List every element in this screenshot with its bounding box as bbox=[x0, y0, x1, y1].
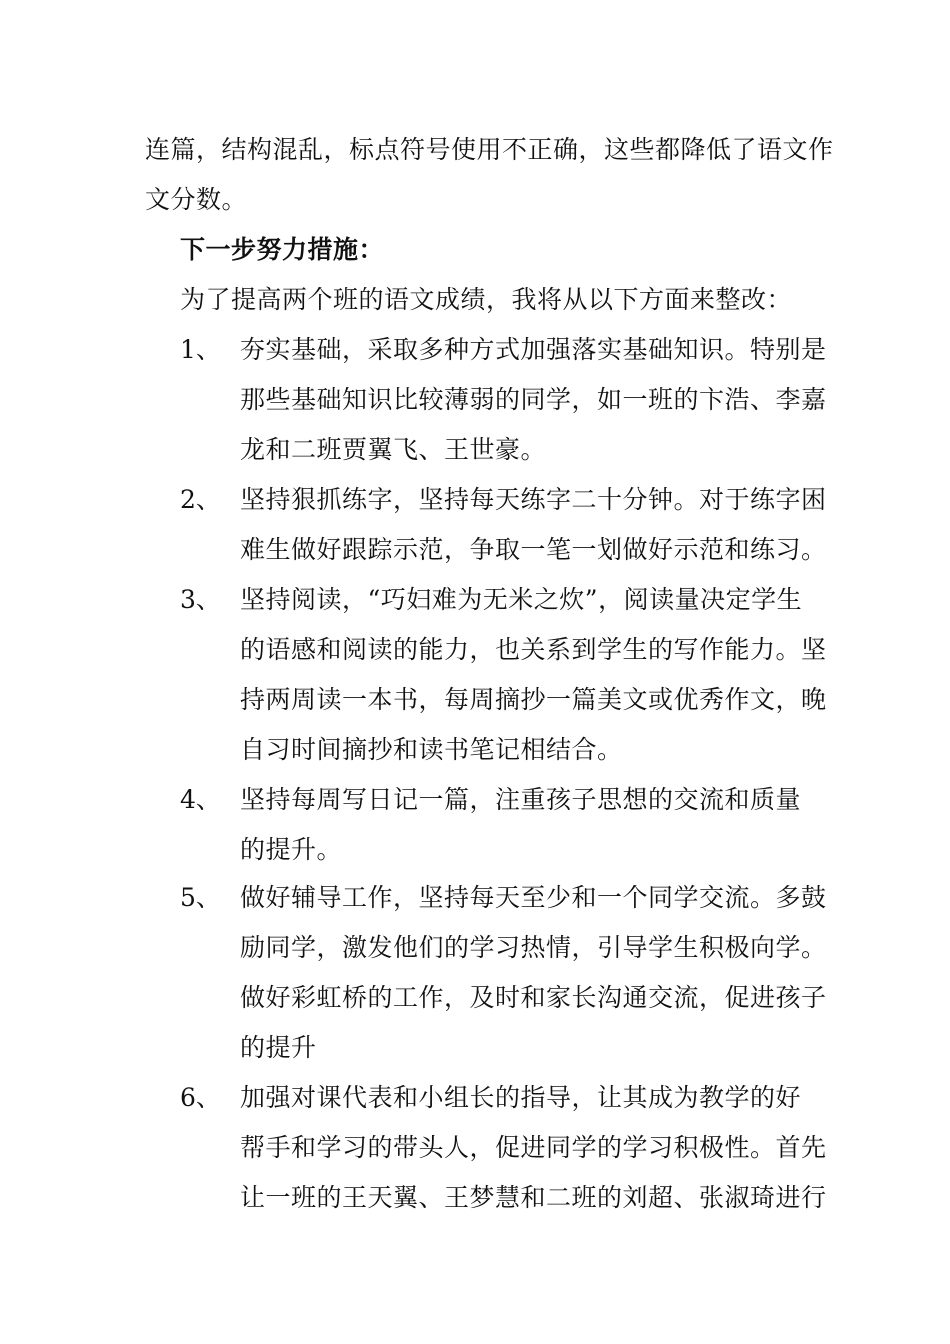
list-item-line: 坚持每周写日记一篇，注重孩子思想的交流和质量 bbox=[240, 785, 802, 814]
list-item-line: 加强对课代表和小组长的指导，让其成为教学的好 bbox=[240, 1083, 802, 1112]
paragraph-line: 文分数。 bbox=[145, 185, 248, 214]
list-item-line: 龙和二班贾翼飞、王世豪。 bbox=[240, 435, 547, 464]
list-item-line: 励同学，激发他们的学习热情，引导学生积极向学。 bbox=[240, 933, 827, 962]
list-item-line: 坚持狠抓练字，坚持每天练字二十分钟。对于练字困 bbox=[240, 485, 827, 514]
list-item-line: 帮手和学习的带头人，促进同学的学习积极性。首先 bbox=[240, 1133, 827, 1162]
list-item-line: 的语感和阅读的能力，也关系到学生的写作能力。坚 bbox=[240, 635, 827, 664]
list-item-line: 做好辅导工作，坚持每天至少和一个同学交流。多鼓 bbox=[240, 883, 827, 912]
list-item-line: 难生做好跟踪示范，争取一笔一划做好示范和练习。 bbox=[240, 535, 827, 564]
list-item-line: 那些基础知识比较薄弱的同学，如一班的卞浩、李嘉 bbox=[240, 385, 827, 414]
list-item-line: 的提升。 bbox=[240, 835, 343, 864]
list-item-line: 的提升 bbox=[240, 1033, 317, 1062]
list-item-line: 持两周读一本书，每周摘抄一篇美文或优秀作文，晚 bbox=[240, 685, 827, 714]
paragraph-line: 连篇，结构混乱，标点符号使用不正确，这些都降低了语文作 bbox=[145, 135, 834, 164]
list-item-number: 3、 bbox=[180, 585, 221, 614]
list-item-line: 坚持阅读，“巧妇难为无米之炊”，阅读量决定学生 bbox=[240, 585, 803, 614]
list-item-number: 4、 bbox=[180, 785, 221, 814]
list-item-number: 1、 bbox=[180, 335, 221, 364]
list-item-line: 做好彩虹桥的工作，及时和家长沟通交流，促进孩子 bbox=[240, 983, 827, 1012]
list-item-line: 让一班的王天翼、王梦慧和二班的刘超、张淑琦进行 bbox=[240, 1183, 827, 1212]
list-item-line: 夯实基础，采取多种方式加强落实基础知识。特别是 bbox=[240, 335, 827, 364]
list-item-number: 6、 bbox=[180, 1083, 221, 1112]
section-heading: 下一步努力措施： bbox=[180, 235, 385, 264]
lead-paragraph: 为了提高两个班的语文成绩，我将从以下方面来整改： bbox=[180, 285, 793, 314]
list-item-line: 自习时间摘抄和读书笔记相结合。 bbox=[240, 735, 623, 764]
list-item-number: 2、 bbox=[180, 485, 221, 514]
list-item-number: 5、 bbox=[180, 883, 221, 912]
